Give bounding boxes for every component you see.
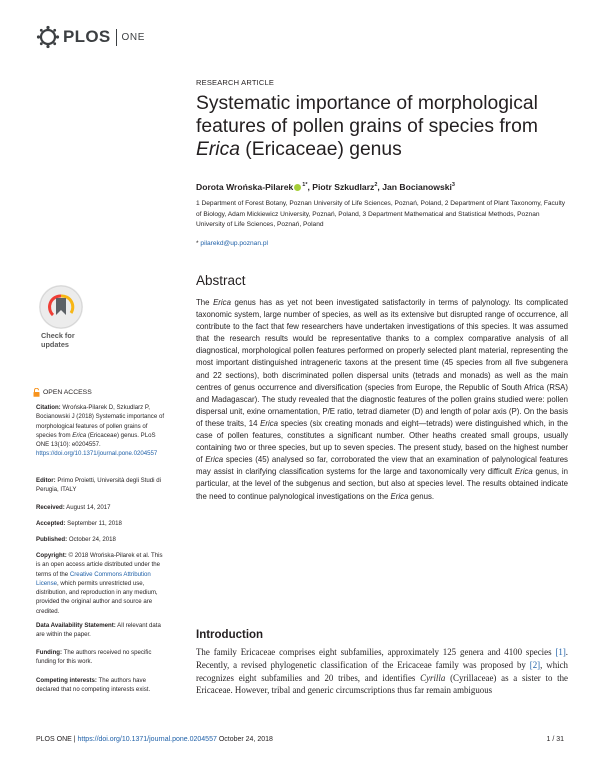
abstract-segment: species (45) analysed so far, corroborated the view that an examination of palynological features may assist in clarifying classification systems for the large and taxonomically very difficult [196, 455, 568, 477]
footer-date: October 24, 2018 [218, 736, 273, 743]
data-availability-text: All relevant data are within the paper. [36, 622, 161, 639]
funding-text: The authors received no specific funding for this work. [36, 649, 152, 666]
logo-divider [116, 29, 117, 46]
author-3-affil: 3 [451, 182, 455, 189]
data-availability-label: Data Availability Statement: [36, 622, 116, 629]
intro-segment: The family Ericaceae comprises eight subfamilies, approximately 125 genera and 4100 species [196, 647, 556, 657]
abstract-heading: Abstract [196, 273, 246, 288]
author-2-name[interactable]: Piotr Szkudlarz [312, 182, 375, 192]
published-block [36, 535, 166, 544]
intro-genus: Cyrilla [420, 672, 446, 683]
published-date: October 24, 2018 [67, 536, 116, 543]
intro-segment: , which recognizes eight subfamilies and 20 tribes, and identifies [196, 659, 568, 683]
footer-separator: | [71, 736, 78, 743]
affiliations: 1 Department of Forest Botany, Poznan University of Life Sciences, Poznań, Poland, 2 Department of Plant Taxonomy, Faculty of Biology, Adam Mickiewicz University, Poznań, Poland, 3 Department Mathematical and Statistical Methods, Poznan University of Life Sciences, Poznań, Poland [196, 200, 566, 228]
author-2-affil: 2 [374, 182, 378, 189]
data-availability-block [36, 621, 166, 640]
published-label: Published: [36, 536, 68, 543]
author-3-name[interactable]: Jan Bocianowski [382, 182, 452, 192]
citation-genus: Erica [72, 431, 87, 439]
accepted-block [36, 519, 166, 528]
orcid-icon[interactable] [294, 184, 301, 191]
editor-text: Primo Proietti, Università degli Studi di Perugia, ITALY [36, 477, 161, 494]
plos-one-logo[interactable] [36, 25, 145, 49]
abstract-genus: Erica [213, 298, 231, 307]
citation-doi-link[interactable]: https://doi.org/10.1371/journal.pone.0204557 [36, 450, 158, 458]
check-for-updates-label [41, 331, 89, 349]
article-title [196, 92, 566, 161]
abstract-genus: Erica [390, 491, 409, 501]
author-1-name[interactable]: Dorota Wrońska-Pilarek [196, 182, 294, 192]
funding-label: Funding: [36, 649, 63, 656]
received-label: Received: [36, 504, 65, 511]
intro-segment: (Cyrillaceae) as a sister to the Ericaceae. However, tribal and generic circumscriptions thus far remain ambiguous [196, 672, 568, 696]
competing-interests-label: Competing interests: [36, 677, 97, 684]
competing-interests-text: The authors have declared that no competing interests exist. [36, 677, 151, 694]
author-1-corresponding-mark: * [305, 182, 308, 189]
citation-label: Citation: [36, 404, 61, 411]
abstract-segment: genus, in particular, at the level of the subgenus and section, but also at species level. The results obtained indicate the need to continue palynological investigations on the [196, 467, 568, 501]
title-genus: Erica [196, 139, 240, 160]
open-lock-icon [33, 388, 40, 397]
abstract-genus: Erica [205, 455, 224, 465]
reference-link-2[interactable]: [2] [529, 659, 541, 670]
footer-journal: PLOS ONE [36, 736, 72, 743]
check-for-updates-icon [39, 285, 83, 329]
editor-label: Editor: [36, 477, 56, 484]
abstract-segment: genus has as yet not been investigated satisfactorily in terms of palynology. Its complicated taxonomic system, large number of species, as well as its extensive but disrupted range of occurrence, all contribute to the fact that few researchers have undertaken investigations of this species. It was assumed that the research results would be representative thanks to a complex comparative analysis of all diagnostical, morphological pollen features performed on properly selected plant material, representing the most important distinguished intrageneric taxons at the present time (45 species from all five subgenera and 22 sections), both discriminated pollen dispersal units (tetrads and monads) as well as the main centres of genus occurrence and diversification (species from Europe, the Republic of South Africa (RSA) and Madagascar). The study revealed that the diagnostic features of the pollen grains studied were: pollen dispersal unit, exine ornamentation, P/E ratio, tetrad diameter (D) and length of polar axis (P). On the basis of these traits, 14 [196, 298, 568, 428]
abstract-segment: The [196, 298, 214, 307]
received-date: August 14, 2017 [64, 504, 111, 511]
license-link[interactable]: Creative Commons Attribution License [36, 570, 151, 587]
abstract-segment: species (six creating monads and eight—tetrads) were distinguished which, in the case of pollen features, constitutes a significant number. Other heaths created small groups, usually containing two or three species, but up to seven species. The present study, based on the highest number of [196, 418, 568, 465]
logo-journal: ONE [121, 32, 145, 43]
author-list [196, 182, 566, 192]
abstract-segment: genus. [408, 491, 435, 501]
page-footer [36, 736, 273, 743]
author-separator: , [377, 182, 383, 192]
title-part-3: (Ericaceae) genus [239, 139, 402, 160]
editor-block [36, 476, 166, 495]
corresponding-author [196, 240, 268, 247]
open-access-badge [33, 388, 92, 397]
check-for-updates-line1: Check for [41, 331, 75, 340]
article-type: RESEARCH ARTICLE [196, 78, 275, 87]
copyright-block [36, 551, 166, 616]
page-number: 1 / 31 [546, 736, 564, 743]
accepted-label: Accepted: [36, 520, 66, 527]
reference-link-1[interactable]: [1] [555, 647, 566, 657]
author-separator: , [307, 182, 313, 192]
abstract-genus: Erica [260, 418, 278, 428]
copyright-label: Copyright: [36, 552, 67, 559]
introduction-text [196, 646, 568, 697]
citation-block [36, 403, 166, 459]
check-for-updates-line2: updates [41, 340, 69, 349]
intro-segment: . Recently, a revised phylogenetic classification of the Ericaceae family was proposed by [196, 647, 568, 670]
accepted-date: September 11, 2018 [65, 520, 122, 527]
bookmark-icon [39, 285, 83, 329]
corresponding-email-link[interactable]: pilarekd@up.poznan.pl [200, 240, 268, 247]
author-1-affil: 1 [302, 182, 306, 189]
competing-interests-block [36, 676, 166, 695]
citation-text: Wrońska-Pilarek D, Szkudlarz P, Bocianowski J (2018) Systematic importance of morphological features of pollen grains of species from [36, 404, 165, 439]
received-block [36, 503, 166, 512]
footer-doi-link[interactable]: https://doi.org/10.1371/journal.pone.0204557 [77, 736, 217, 743]
open-access-label: OPEN ACCESS [43, 389, 92, 396]
logo-brand: PLOS [63, 27, 111, 46]
plos-logo-icon [36, 25, 60, 49]
title-part-1: Systematic importance of morphological features of pollen grains of species from [196, 93, 538, 137]
funding-block [36, 648, 166, 667]
check-for-updates-badge[interactable] [33, 285, 89, 349]
copyright-text: © 2018 Wrońska-Pilarek et al. This is an open access article distributed under the terms of the [36, 552, 163, 578]
introduction-heading: Introduction [196, 629, 264, 641]
abstract-text [196, 297, 568, 503]
corresponding-mark: * [196, 240, 199, 247]
abstract-genus: Erica [514, 467, 533, 477]
citation-text-2: (Ericaceae) genus. PLoS ONE 13(10): e0204557. [36, 431, 156, 449]
copyright-text-2: , which permits unrestricted use, distribution, and reproduction in any medium, provided the original author and source are credited. [36, 579, 158, 615]
